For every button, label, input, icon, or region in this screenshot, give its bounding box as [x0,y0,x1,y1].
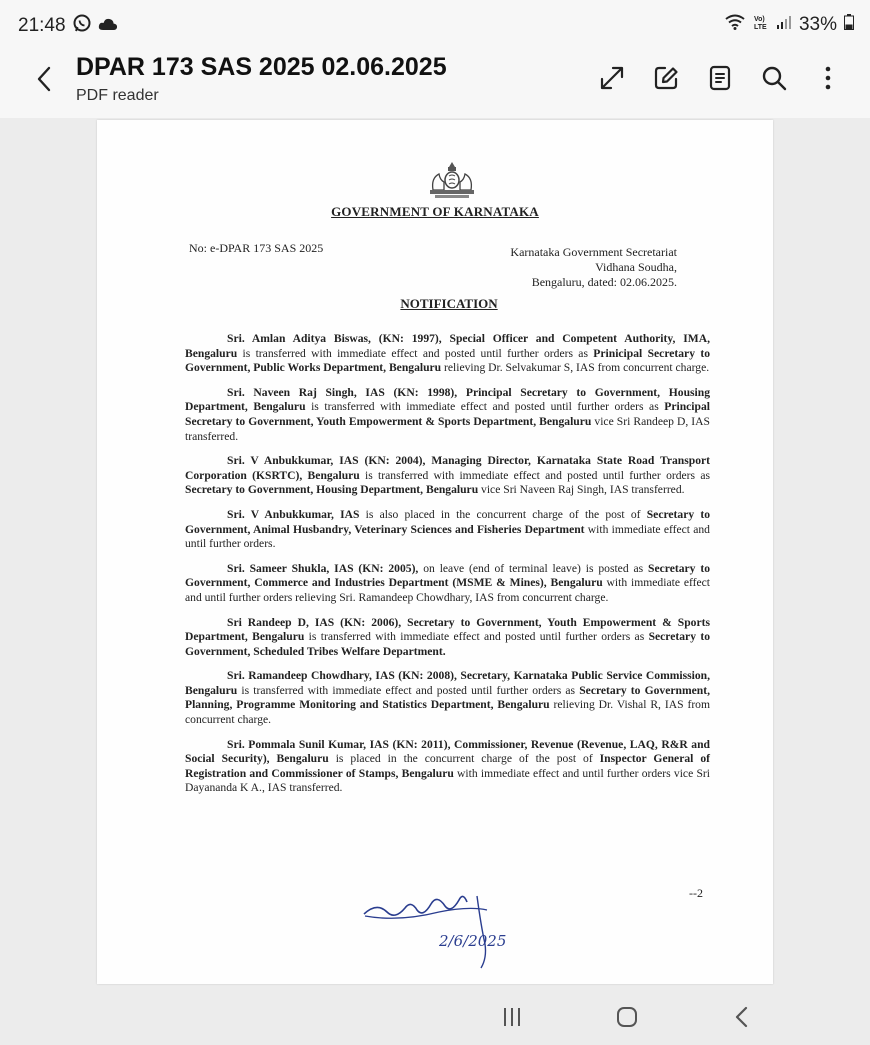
clock: 21:48 [18,15,66,36]
wifi-icon [724,14,746,36]
expand-icon [599,65,625,91]
karnataka-emblem [427,160,477,202]
svg-text:LTE: LTE [753,24,767,31]
home-icon [613,1004,641,1030]
battery-level: 33% [798,14,837,35]
chevron-left-icon [32,64,58,94]
back-button[interactable] [32,64,58,94]
back-arrow-icon [729,1004,755,1030]
page-marker: --2 [689,886,703,900]
address-line: Vidhana Soudha, [595,260,677,274]
signature [359,882,529,972]
pdf-viewer[interactable] [0,118,870,988]
expand-button[interactable] [598,64,626,92]
signal-icon [776,14,792,36]
text-view-button[interactable] [706,64,734,92]
more-vertical-icon [824,65,832,91]
order-paragraph: Sri. Sameer Shukla, IAS (KN: 2005), on leave (end of terminal leave) is posted as Secretary to Government, Commerce and Industries Department (MSME & Mines), Bengaluru with immediate effect and until further orders relieving Sri. Ramandeep Chowdhary, IAS from concurrent charge. [185,561,711,604]
order-paragraph: Sri. V Anbukkumar, IAS is also placed in the concurrent charge of the post of Secretary to Government, Animal Husbandry, Veterinary Sciences and Fisheries Department with immediate effect and until further orders. [185,507,710,551]
pdf-page [97,120,773,984]
search-icon [761,65,787,91]
whatsapp-icon [72,13,92,39]
home-button[interactable] [613,1004,641,1030]
svg-text:2/6/2025: 2/6/2025 [439,932,507,950]
order-paragraph: Sri. Naveen Raj Singh, IAS (KN: 1998), Principal Secretary to Government, Housing Department, Bengaluru is transferred with immediate effect and posted until further orders as Principal Secretary to Government, Youth Empowerment & Sports Department, Bengaluru vice Sri Randeep D, IAS transferred. [185,385,710,443]
app-subtitle: PDF reader [76,87,159,104]
address-line: Bengaluru, dated: 02.06.2025. [531,275,677,289]
edit-icon [653,65,679,91]
more-options-button[interactable] [814,64,842,92]
address-block [510,245,677,290]
edit-button[interactable] [652,64,680,92]
reference-number: No: e-DPAR 173 SAS 2025 [189,241,324,255]
volte-icon [753,13,769,37]
document-icon [708,65,732,91]
search-button[interactable] [760,64,788,92]
recent-apps-icon [499,1004,525,1030]
navigation-bar [0,988,870,1045]
order-paragraph: Sri Randeep D, IAS (KN: 2006), Secretary to Government, Youth Empowerment & Sports Department, Bengaluru is transferred with immediate effect and posted until further orders as Secretary to Government, Scheduled Tribes Welfare Department. [185,615,710,658]
order-paragraph: Sri. Pommala Sunil Kumar, IAS (KN: 2011), Commissioner, Revenue (Revenue, LAQ, R&R and Social Security), Bengaluru is placed in the concurrent charge of the post of Inspector General of Registration and Commissioner of Stamps, Bengaluru with immediate effect and until further orders vice Sri Dayananda K A., IAS transferred. [185,737,710,795]
document-title: DPAR 173 SAS 2025 02.06.2025 [76,53,447,81]
document-heading: GOVERNMENT OF KARNATAKA [331,204,539,219]
notification-body [185,332,710,806]
battery-icon [844,14,854,36]
order-paragraph: Sri. Amlan Aditya Biswas, (KN: 1997), Special Officer and Competent Authority, IMA, Bengaluru is transferred with immediate effect and posted until further orders as Prinicipal Secretary to Government, Public Works Department, Bengaluru relieving Dr. Selvakumar S, IAS from concurrent charge. [185,332,710,375]
notification-title: NOTIFICATION [400,296,498,311]
address-line: Karnataka Government Secretariat [510,245,677,259]
cloud-icon [98,15,118,37]
back-nav-button[interactable] [729,1004,757,1030]
order-paragraph: Sri. V Anbukkumar, IAS (KN: 2004), Managing Director, Karnataka State Road Transport Corporation (KSRTC), Bengaluru is transferred with immediate effect and posted until further orders as Secretary to Government, Housing Department, Bengaluru vice Sri Naveen Raj Singh, IAS transferred. [185,454,710,497]
app-bar [0,50,870,118]
status-bar [0,0,870,50]
order-paragraph: Sri. Ramandeep Chowdhary, IAS (KN: 2008), Secretary, Karnataka Public Service Commission, Bengaluru is transferred with immediate effect and posted until further orders as Secretary to Government, Planning, Programme Monitoring and Statistics Department, Bengaluru relieving Dr. Vishal R, IAS from concurrent charge. [185,669,710,727]
recent-apps-button[interactable] [499,1004,527,1030]
svg-text:Vo): Vo) [753,16,765,23]
